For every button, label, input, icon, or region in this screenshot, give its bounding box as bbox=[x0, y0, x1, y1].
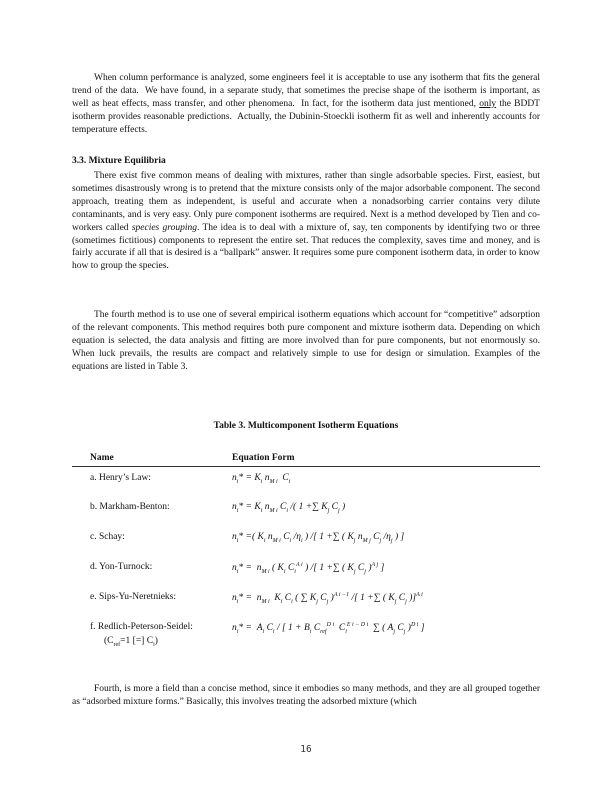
table-row-name: b. Markham-Benton: bbox=[90, 502, 170, 512]
equation-henry: $n_i* = K_i$ $n_{M i}$ $C_i$ bbox=[232, 473, 291, 485]
table-row-name: f. Redlich-Peterson-Seidel: bbox=[90, 622, 193, 632]
equation-schay: $n_i*$ =( $K_i$ $n_{M i}$ $C_i$ $/\eta_i$ ) /[ 1 +∑ ( $K_j$ $n_{M j}$ $C_j$ $/\eta_j$ ) ] bbox=[232, 532, 405, 544]
table-title: Table 3. Multicomponent Isotherm Equations bbox=[213, 421, 399, 431]
paragraph-mixture-methods bbox=[72, 170, 540, 273]
underlined-word: only bbox=[479, 98, 497, 109]
column-header-name: Name bbox=[90, 453, 114, 463]
equation-redlich-peterson-seidel: $n_i* = A_i$ $C_i$ / [ $1 + B_i$ $C_{ref}^{D i}$ $C_i^{E i - D i}$ ∑ ( $A_j$ $C_j$ )$^{D i}$ ] bbox=[232, 622, 425, 636]
equation-sips-yu-neretnieks: $n_i* = n_{M i}$ $K_i$ $C_i$ ( ∑ $K_j$ $C_j$ )$^{A i -1}$ /[ 1 +∑ ( $K_j$ $C_j$ )]$^{A i}$ bbox=[232, 592, 423, 606]
table-row-name: c. Schay: bbox=[90, 532, 125, 542]
equation-yon-turnock: $n_i* = n_{M i}$ ( $K_i$ $C_i^{A i}$ ) /[ 1 +∑ ( $K_j$ $C_j$ )$^{A j}$ ] bbox=[232, 562, 385, 576]
page-number: 16 bbox=[300, 744, 312, 755]
paragraph-fourth-method: The fourth method is to use one of several empirical isotherm equations which account for “competitive” adsorption of the relevant components. This method requires both pure component and mixture isotherm data. Depending on which equation is selected, the data analysis and fitting are more involved than for pure components, but not enormously so. When luck prevails, the results are compact and relatively simple to use for design or simulation. Examples of the equations are listed in Table 3. bbox=[72, 310, 540, 372]
p2-text-a: There exist five common means of dealing with mixtures, rather than single adsorbable species. First, easiest, but sometimes disastrously wrong is to pretend that the mixture consists only of the major adsorbable component. The second approach, treating them as independent, is useful and accurate when a nonadsorbing carrier contains very dilute contaminants, and is very easy. Only pure component isotherms are required. Next is a method developed by Tien and co-workers called bbox=[72, 171, 540, 233]
p2-italic-term: species grouping bbox=[131, 222, 197, 233]
equation-markham-benton: $n_i* = K_i$ $n_{M i}$ $C_i$ /( 1 +∑ $K_j$ $C_j$ ) bbox=[232, 502, 346, 514]
paragraph-column-performance: When column performance is analyzed, some engineers feel it is acceptable to use any isotherm that fits the general trend of the data. We have found, in a separate study, that sometimes the precise shape of the isotherm is important, as well as heat effects, mass transfer, and other phenomena. In fact, for the isotherm data just mentioned, only the BDDT isotherm provides reasonable predictions. Actually, the Dubinin-Stoeckli isotherm fit as well and inherently accounts for temperature effects. bbox=[72, 73, 540, 135]
table-row-name: e. Sips-Yu-Neretnieks: bbox=[90, 592, 177, 602]
table-row-name: a. Henry’s Law: bbox=[90, 473, 151, 483]
table-rule bbox=[72, 466, 540, 467]
p2-text-b: . The idea is to deal with a mixture of, say, ten components by identifying two or three (sometimes fictitious) components to represent the entire set. That reduces the complexity, saves time and money, and is fairly accurate if all that is desired is a “ballpark” answer. It requires some pure component isotherm data, in order to know how to group the species. bbox=[72, 222, 541, 272]
table-row-note: ($C_{ref}=1$ [=] $C_i$) bbox=[104, 636, 158, 648]
column-header-equation: Equation Form bbox=[232, 453, 295, 463]
table-row-name: d. Yon-Turnock: bbox=[90, 562, 153, 572]
paragraph-adsorbed-mixture: Fourth, is more a field than a concise method, since it embodies so many methods, and they are all grouped together as “adsorbed mixture forms.” Basically, this involves treating the adsorbed mixture (which bbox=[72, 684, 540, 707]
section-heading: 3.3. Mixture Equilibria bbox=[72, 156, 166, 166]
